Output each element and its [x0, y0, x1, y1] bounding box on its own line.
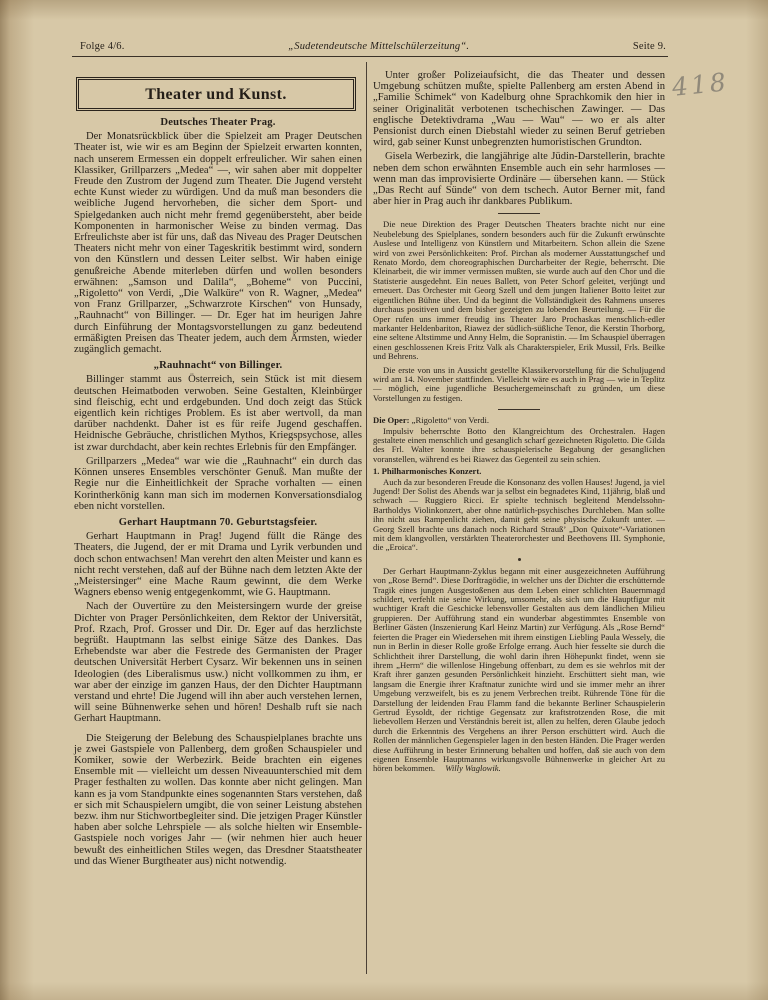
article-heading-oper	[373, 416, 665, 425]
article-heading-hauptmann: Gerhart Hauptmann 70. Geburtstagsfeier.	[118, 516, 318, 528]
page-header	[80, 41, 666, 52]
right-column	[373, 70, 665, 776]
separator-rule	[498, 213, 540, 214]
article-paragraph-intro: Der Monatsrückblick über die Spielzeit am Prager Deutschen Theater ist, wie wir es am Beginn der Spielzeit erwarten konnten, nach unserem Ermessen ein doppelt erfreulicher. Wir sahen einen Klassiker, Grillparzers „Medea“ —, wir sahen aber mit doppelter Freude den Zustrom der Jugend zum Theater. Die Jugend versteht echte Kunst wieder zu würdigen. Und da muß man besonders die weibliche Jugend hervorheben, die sicher dem Sport- und Spielgedanken auch nicht mehr fremd gegenübersteht, aber beide Komponenten in harmonischer Weise zu binden vermag. Das Erfreulichste aber ist für uns, daß das Niveau des Prager Deutschen Theaters nicht mehr von einer Tageskritik bestimmt wird, sondern von den Künstlern und dessen Leiter selbst. Wir haben einige genußreiche Abende miterleben dürfen und wollen besonders erwähnen: „Samson und Dalila“, „Boheme“ von Puccini, „Rigoletto“ von Verdi, „Die Walküre“ von R. Wagner, „Medea“ von Franz Grillparzer, „Schwarzrote Kirschen“ von Hunsady, „Rauhnacht“ von Billinger. — Dr. Eger hat im heurigen Jahre durch Einführung der Montagsvorstellungen zu ganz bedeutend ermäßigten Preisen das Theater jedem, auch dem Ärmsten, wieder zugänglich gemacht.	[74, 131, 362, 356]
handwritten-margin-note: 418	[670, 67, 731, 102]
article-paragraph-hauptmann-zyklus	[373, 567, 665, 774]
article-heading-rauhnacht: „Rauhnacht“ von Billinger.	[153, 360, 283, 372]
article-paragraph-gastspiele: Die Steigerung der Belebung des Schauspielplanes brachte uns je zwei Gastspiele von Pallenberg, dem großen Schauspieler und Komiker, sowie der Werbezirk. Beide brachten ein eigenes Ensemble mit — vielleicht um dessen Niveauunterschied mit dem Prager festhalten zu wollen. Das konnte aber nicht gelingen. Man kann es ja vom Standpunkte eines sogenannten Stars verstehen, daß er sich mit Schauspielern umgibt, die von seiner Leistung abstehen bezw. ihm nur Stichwortbegleiter sind. Die jetzigen Prager Künstler haben aber solche Lehrspiele — als solche hielten wir Ensemble-Gastspiele noch voriges Jahr — (wir nehmen hier auch heuer bewußt des einheitlichen Stiles wegen, das Dresdner Staatstheater und das Wiener Burgtheater aus) nicht notwendig.	[74, 732, 362, 867]
page-number: Seite 9.	[632, 41, 666, 52]
zyklus-text: Der Gerhart Hauptmann-Zyklus begann mit einer ausgezeichneten Aufführung von „Rose Bernd“. Diese Dorftragödie, in welcher uns der Dichter die erschütternde Tragik eines jungen Ausgestoßenen aus dem Leben einer schlichten Bauernmagd schildert, verfehlt nie seine Wirkung, umsomehr, als sich um die Hauptfigur mit wuchtiger Kraft die Geschicke lebensvoller Gestalten aus dem ländlichen Milieu gruppieren. Der Aufführung stand ein wunderbar abgestimmtes Ensemble von Berliner Gästen (Inszenierung Karl Heinz Martin) zur Verfügung. Als „Rose Bernd“ feierten die Prager ein Wiedersehen mit ihrem einstigen Liebling Paula Wessely, die nun in Berlin in dieser Rolle große Erfolge errang. Auch hier fesselte sie durch die Schlichtheit ihrer Darstellung, die wohl darin ihren Höhepunkt findet, wenn sie ihrem „Herrn“ die willenlose Hingebung offenbart, zu dem es sie wehrlos mit der Kraft ihrer ganzen gesunden Persönlichkeit hinzieht. Erschüttert sieht man, wie langsam die Energie ihrer Kraftnatur zunichte wird und sie immer mehr an ihrer Umgebung verzweifelt, bis es zu jenem Verbrechen treibt. Rührende Töne für die Darstellung der leidenden Frau Flamm fand die bekannte Berliner Schauspielerin Gertrud Eysoldt, der richtige Gegensatz zur kraftstrotzenden Rose, die mit liebevollem Herzen und Verständnis bereit ist, allen zu helfen, deren Glaube jedoch durch die Erkenntnis des Vergehens an ihrer Person erschüttert wird. Auch die Rollen der männlichen Gegenspieler lagen in den besten Händen. Die Prager werden diese Aufführung in bester Erinnerung behalten und hoffen, daß sie auch von dem eigenen Ensemble Hauptmanns wirkungsvolle Bühnenwerke in gleicher Art zu hören bekommen.	[373, 565, 665, 774]
article-paragraph-werbezirk: Gisela Werbezirk, die langjährige alte Jüdin-Darstellerin, brachte neben dem schon erwähnten Ensemble auch ein sehr harmloses — wenn man das improvisierte Ordinäre — übersehen kann. — Stück „Das Recht auf Sünde“ von dem tschech. Autor Berner mit, fand aber hier in Prag auch ihr dankbares Publikum.	[373, 151, 665, 208]
left-column	[74, 66, 362, 870]
oper-title: „Rigoletto“ von Verdi.	[411, 415, 490, 426]
separator-dot	[518, 558, 521, 561]
article-heading-deutsches-theater: Deutsches Theater Prag.	[160, 117, 276, 128]
article-paragraph-medea: Grillparzers „Medea“ war wie die „Rauhnacht“ ein durch das Können unseres Ensembles verschönter Genuß. Man mußte der Regie nur die Einheitlichkeit der Sprache vorhalten — einen Korintherkönig kann man sich im modernen Konversationsdialog eben nicht vorstellen.	[74, 455, 362, 512]
column-divider	[366, 62, 367, 974]
section-title-box	[76, 77, 356, 111]
oper-label: Die Oper:	[373, 415, 410, 426]
article-paragraph-konzert: Auch da zur besonderen Freude die Konsonanz des vollen Hauses! Jugend, ja viel Jugend! Der Solist des Abends war ja selbst ein begnadetes Kind, 11jährig, blaß und schwach — Ruggiero Ricci. Er spielte technisch begleitend Mendelssohn-Bartholdys Violinkonzert, aber ohne natürlich-psychisches Durchleben. Man sollte ihn nicht aus Rampenlicht ziehen, damit geht seine physische Zukunft unter. — Georg Szell brachte uns danach noch Richard Strauß’ „Don Quixote“-Variationen mit dem klangvollen, verstärkten Theaterorchester und Beethovens III. Symphonie, die „Eroica“.	[373, 476, 665, 553]
author-signature: Willy Waglowik.	[445, 763, 501, 774]
small-print-section	[373, 220, 665, 773]
article-paragraph-rauhnacht: Billinger stammt aus Österreich, sein Stück ist mit diesem deutschen Heimatboden verwoben. Seine Gestalten, Kleinbürger sind fleischig, echt und erdgebunden. Und doch zeigt das Stück eigentlich kein richtiges Problem. Es ist aber wertvoll, da man darüber nachdenkt. Daher ist es für reife Jugend geschaffen. Heidnische Gebräuche, christlichen Mythos, Kriegspsychose, alles ist zwar durchdacht, aber kein rechtes Erlebnis für den Empfänger.	[74, 374, 362, 453]
separator-rule	[498, 409, 540, 410]
article-paragraph-oper: Impulsiv beherrschte Botto den Klangreichtum des Orchestralen. Hagen gestaltete einen menschlich und gesanglich scharf gezeichneten Rigoletto. Die Gilda des Frl. Walter konnte ihre schauspielerische Begabung der gesanglichen voranstellen, während es bei Riawez das Gegenteil zu sein schien.	[373, 425, 665, 464]
article-paragraph-pallenberg: Unter großer Polizeiaufsicht, die das Theater und dessen Umgebung schützen mußte, spielte Pallenberg am ersten Abend in „Familie Schimek“ von Kadelburg ohne Sprachkomik den hier in seiner Originalität verbotenen tschechischen Zawinger. — Das englische Detektivdrama „Wau — Wau“ — wo er als alter Pensionist durch einen Diebstahl wieder zu seinen Beruf getrieben wird, gab seiner Kunst unbegrenzten humoristischen Grundton.	[373, 70, 665, 149]
section-title: Theater und Kunst.	[145, 86, 287, 103]
header-rule	[72, 56, 668, 57]
newspaper-title: „Sudetendeutsche Mittelschülerzeitung“.	[288, 41, 470, 52]
article-paragraph-hauptmann-1: Gerhart Hauptmann in Prag! Jugend füllt die Ränge des Theaters, die Jugend, der er mit Drama und Lyrik verbunden und doch schon entwachsen! Man verehrt den alten Meister und kann es nicht recht verstehen, daß auf der Bühne nach dem letzten Akte der „Meistersinger“ eine Mache Raum gewinnt, die dem Werke Wagners ebenso wenig entgegenkommt, wie G. Hauptmann.	[74, 531, 362, 599]
article-paragraph-hauptmann-2: Nach der Ouvertüre zu den Meistersingern wurde der greise Dichter von Prager Persönlichkeiten, dem Rektor der Universität, Prof. Rzach, Prof. Grosser und Dir. Dr. Eger auf das herzlichste begrüßt. Hauptmann las selbst einige Sätze des Dankes. Das Erhebendste war aber die Festrede des Germanisten der Prager deutschen Universität Herbert Cysarz. Wir bekennen uns in seinen Ideologien (des Liberalismus usw.) nicht vollkommen zu ihm, er war aber der einzige im ganzen Haus, der den Dichter Hauptmann verstand und ehrte! Die Jugend will ihn aber auch verstehen lernen, will seine Bühnenwerke sehen und hören! Deshalb ruft sie nach Gerhart Hauptmann.	[74, 601, 362, 725]
article-heading-konzert: 1. Philharmonisches Konzert.	[373, 466, 482, 477]
article-paragraph-klassiker: Die erste von uns in Aussicht gestellte Klassikervorstellung für die Schuljugend wird am 14. November stattfinden. Vielleicht wäre es auch in Prag — wie in Teplitz — möglich, eine jugendliche Besuchergemeinschaft zu gründen, um diese Vorstellungen zu festigen.	[373, 364, 665, 403]
article-paragraph-direktion: Die neue Direktion des Prager Deutschen Theaters brachte nicht nur eine Neubelebung des Spielplanes, sondern besonders auch für die Zukunft erwünschte Auslese und Intelligenz von Künstlern und Mitarbeitern. Schon allein die Szene wird von zwei Persönlichkeiten: Prof. Pirchan als moderner Ausstattungschef und Renato Mordo, dem choreographischen Durcharbeiter der Regie, beherrscht. Die Kleinarbeit, die wir immer vermissen mußten, sie wurde auch auf den Chor und die Statisterie ausgedehnt. Ein neues Ballett, von Peter Schorf geleitet, verjüngt und erneuert. Das Orchester mit Georg Szell und dem jungen Italiener Botto leitet zur eigentlichen Bühne über. Und da beginnt die Vollständigkeit des Rahmens unseres durchaus positiven und dem bisher gezeigten zu lobenden Beurteilung. — Für die Oper rufen uns immer freudig ins Theater Jaro Prochaskas menschlich-edler markanter Heldenbariton, Riawez der südlich-süßliche Tenor, die Kerstin Thorborg, eine seltene Altstimme und Anny Helm, die Sopranistin. — Im Schauspiel überragen einen geschlossenen Kreis Fritz Valk als Charakterspieler, Erik Mussil, Frls. Beilke und Behrens.	[373, 219, 665, 362]
issue-number: Folge 4/6.	[80, 41, 125, 52]
